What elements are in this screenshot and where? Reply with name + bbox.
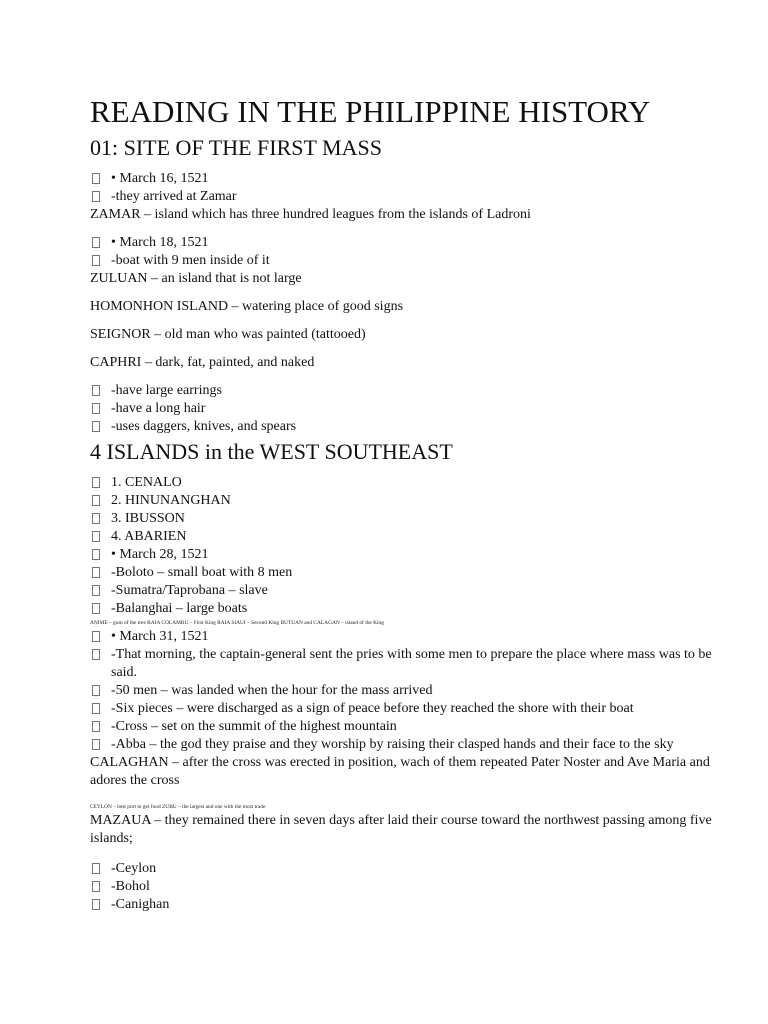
list-item: -have a long hair bbox=[90, 400, 740, 418]
definition-homonhon: HOMONHON ISLAND – watering place of good signs bbox=[90, 299, 404, 314]
list-item: 3. IBUSSON bbox=[90, 510, 740, 528]
missing-glyph-icon bbox=[92, 477, 100, 488]
missing-glyph-icon bbox=[92, 631, 100, 642]
missing-glyph-icon bbox=[92, 495, 100, 506]
missing-glyph-icon bbox=[92, 531, 100, 542]
definition-calaghan: CALAGHAN – after the cross was erected in position, wach of them repeated Pater Noster and Ave Maria and adores the cross bbox=[90, 755, 710, 788]
missing-glyph-icon bbox=[92, 721, 100, 732]
march-31-list bbox=[90, 628, 740, 790]
list-item: 2. HINUNANGHAN bbox=[90, 492, 740, 510]
missing-glyph-icon bbox=[92, 191, 100, 202]
missing-glyph-icon bbox=[92, 549, 100, 560]
missing-glyph-icon bbox=[92, 603, 100, 614]
list-item: 1. CENALO bbox=[90, 474, 740, 492]
missing-glyph-icon bbox=[92, 173, 100, 184]
definition-caphri: CAPHRI – dark, fat, painted, and naked bbox=[90, 355, 315, 370]
list-item: -Ceylon bbox=[90, 860, 740, 878]
document-title: READING IN THE PHILIPPINE HISTORY bbox=[90, 94, 651, 129]
islands-list bbox=[90, 474, 740, 618]
definition-zuluan: ZULUAN – an island that is not large bbox=[90, 271, 302, 286]
missing-glyph-icon bbox=[92, 421, 100, 432]
tiny-footnote-anime: ANIME – gum of the tree RAIA COLAMBU – First King RAIA SIAUI – Second King BUTUAN and CALAGAN – island of the King bbox=[90, 620, 384, 626]
list-item: • March 16, 1521 bbox=[90, 170, 740, 188]
list-item: • March 28, 1521 bbox=[90, 546, 740, 564]
list-item: -Balanghai – large boats bbox=[90, 600, 740, 618]
list-item: 4. ABARIEN bbox=[90, 528, 740, 546]
list-item: -Six pieces – were discharged as a sign of peace before they reached the shore with their boat bbox=[90, 700, 740, 718]
section-heading-first-mass: 01: SITE OF THE FIRST MASS bbox=[90, 135, 382, 160]
missing-glyph-icon bbox=[92, 585, 100, 596]
five-islands-list bbox=[90, 860, 740, 914]
list-item: -they arrived at Zamar bbox=[90, 188, 740, 206]
list-item: -Cross – set on the summit of the highest mountain bbox=[90, 718, 740, 736]
missing-glyph-icon bbox=[92, 649, 100, 660]
missing-glyph-icon bbox=[92, 899, 100, 910]
missing-glyph-icon bbox=[92, 567, 100, 578]
list-item: • March 18, 1521 bbox=[90, 234, 740, 252]
tiny-footnote-ceylon: CEYLON – best port to get food ZUBU – the largest and one with the most trade bbox=[90, 804, 266, 810]
missing-glyph-icon bbox=[92, 703, 100, 714]
list-item: -uses daggers, knives, and spears bbox=[90, 418, 740, 436]
missing-glyph-icon bbox=[92, 739, 100, 750]
missing-glyph-icon bbox=[92, 237, 100, 248]
definition-seignor: SEIGNOR – old man who was painted (tattooed) bbox=[90, 327, 366, 342]
missing-glyph-icon bbox=[92, 385, 100, 396]
list-item: -Abba – the god they praise and they worship by raising their clasped hands and their face to the sky bbox=[90, 736, 740, 754]
list-item: -That morning, the captain-general sent the pries with some men to prepare the place where mass was to be said. bbox=[90, 646, 740, 682]
missing-glyph-icon bbox=[92, 881, 100, 892]
group-march-16 bbox=[90, 170, 740, 224]
missing-glyph-icon bbox=[92, 863, 100, 874]
list-item: -boat with 9 men inside of it bbox=[90, 252, 740, 270]
list-item: -Canighan bbox=[90, 896, 740, 914]
list-item: -Bohol bbox=[90, 878, 740, 896]
missing-glyph-icon bbox=[92, 513, 100, 524]
caphri-traits-list bbox=[90, 382, 740, 436]
missing-glyph-icon bbox=[92, 403, 100, 414]
missing-glyph-icon bbox=[92, 255, 100, 266]
list-item: -50 men – was landed when the hour for the mass arrived bbox=[90, 682, 740, 700]
document-page bbox=[90, 94, 740, 914]
section-heading-four-islands: 4 ISLANDS in the WEST SOUTHEAST bbox=[90, 439, 453, 464]
list-item: • March 31, 1521 bbox=[90, 628, 740, 646]
definition-mazaua: MAZAUA – they remained there in seven days after laid their course toward the northwest passing among five islands; bbox=[90, 813, 712, 846]
list-item: -Sumatra/Taprobana – slave bbox=[90, 582, 740, 600]
list-item: -Boloto – small boat with 8 men bbox=[90, 564, 740, 582]
list-item: -have large earrings bbox=[90, 382, 740, 400]
group-march-18 bbox=[90, 234, 740, 288]
definition-zamar: ZAMAR – island which has three hundred leagues from the islands of Ladroni bbox=[90, 207, 531, 222]
missing-glyph-icon bbox=[92, 685, 100, 696]
